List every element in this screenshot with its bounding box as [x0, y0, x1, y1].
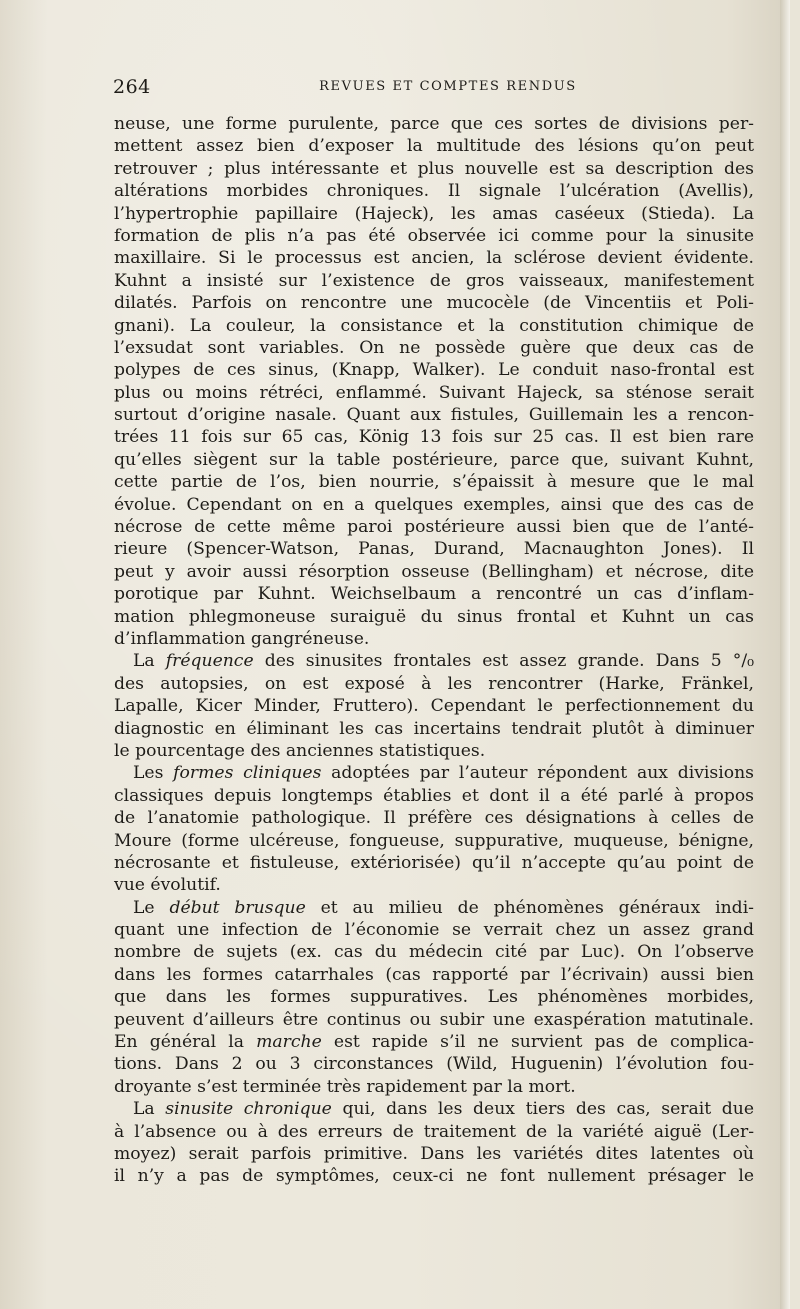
text-line: l’exsudat sont variables. On ne possède guère que deux cas de [114, 337, 754, 358]
italic-term: début brusque [169, 897, 306, 918]
text-run: et au milieu de phénomènes généraux indi- [305, 897, 754, 918]
text-run: des sinusites frontales est assez grande. Dans 5 °/₀ [253, 651, 754, 672]
text-line: peut y avoir aussi résorption osseuse (Bellingham) et nécrose, dite [114, 561, 754, 582]
text-line: cette partie de l’os, bien nourrie, s’épaissit à mesure que le mal [114, 472, 754, 493]
text-run: Les [133, 763, 174, 784]
text-line: des autopsies, on est exposé à les rencontrer (Harke, Fränkel, [114, 673, 754, 694]
text-line: rieure (Spencer-Watson, Panas, Durand, Macnaughton Jones). Il [114, 539, 754, 560]
text-line: porotique par Kuhnt. Weichselbaum a rencontré un cas d’inflam- [114, 584, 754, 605]
text-line: peuvent d’ailleurs être continus ou subir une exaspération matutinale. [114, 1009, 754, 1030]
paragraph-formes-first-line [114, 762, 754, 784]
text-line: d’inflammation gangréneuse. [114, 628, 370, 649]
italic-term: sinusite chronique [165, 1099, 332, 1120]
text-line: trées 11 fois sur 65 cas, König 13 fois sur 25 cas. Il est bien rare [114, 427, 754, 448]
text-line: dilatés. Parfois on rencontre une mucocèle (de Vincentiis et Poli- [114, 293, 754, 314]
text-line: l’hypertrophie papillaire (Hajeck), les amas caséeux (Stieda). La [114, 203, 754, 224]
text-line: à l’absence ou à des erreurs de traitement de la variété aiguë (Ler- [114, 1121, 754, 1142]
text-line: vue évolutif. [114, 875, 221, 896]
page-edge [780, 0, 790, 1309]
text-line: surtout d’origine nasale. Quant aux fistules, Guillemain les a rencon- [114, 405, 754, 426]
text-line: le pourcentage des anciennes statistiques. [114, 740, 486, 761]
text-line: il n’y a pas de symptômes, ceux-ci ne font nullement présager le [114, 1166, 754, 1187]
text-line: retrouver ; plus intéressante et plus nouvelle est sa description des [114, 158, 754, 179]
text-line: Moure (forme ulcéreuse, fongueuse, suppurative, muqueuse, bénigne, [114, 830, 754, 851]
text-line: diagnostic en éliminant les cas incertains tendrait plutôt à diminuer [114, 718, 754, 739]
text-line: Kuhnt a insisté sur l’existence de gros vaisseaux, manifestement [114, 270, 754, 291]
paragraph-sinusite-first-line [114, 1098, 754, 1120]
text-line: quant une infection de l’économie se verrait chez un assez grand [114, 920, 754, 941]
text-line: moyez) serait parfois primitive. Dans les variétés dites latentes où [114, 1143, 754, 1164]
text-run: est rapide s’il ne survient pas de complica- [321, 1032, 754, 1053]
text-line: mettent assez bien d’exposer la multitude des lésions qu’on peut [114, 136, 754, 157]
text-line: polypes de ces sinus, (Knapp, Walker). Le conduit naso-frontal est [114, 360, 754, 381]
text-run: qui, dans les deux tiers des cas, serait due [331, 1099, 755, 1120]
text-run: En général la [114, 1032, 257, 1053]
text-run: adoptées par l’auteur répondent aux divisions [321, 763, 754, 784]
paragraph-debut-first-line [114, 897, 754, 919]
paragraph-frequence-first-line [114, 650, 754, 672]
text-line: classiques depuis longtemps établies et dont il a été parlé à propos [114, 785, 754, 806]
body-text [114, 113, 754, 1188]
text-line: plus ou moins rétréci, enflammé. Suivant Hajeck, sa sténose serait [114, 382, 754, 403]
italic-term: formes cliniques [173, 763, 322, 784]
text-run: La [133, 651, 166, 672]
italic-term: marche [256, 1032, 322, 1053]
text-line: altérations morbides chroniques. Il signale l’ulcération (Avellis), [114, 181, 754, 202]
text-line: Lapalle, Kicer Minder, Fruttero). Cependant le perfectionnement du [114, 696, 754, 717]
text-line: maxillaire. Si le processus est ancien, la sclérose devient évidente. [114, 248, 754, 269]
marche-line [114, 1031, 754, 1053]
italic-term: fréquence [165, 651, 254, 672]
text-line: dans les formes catarrhales (cas rapporté par l’écrivain) aussi bien [114, 964, 754, 985]
text-run: La [133, 1099, 166, 1120]
running-head: REVUES ET COMPTES RENDUS [319, 79, 577, 94]
text-line: formation de plis n’a pas été observée ici comme pour la sinusite [114, 225, 754, 246]
text-line: nombre de sujets (ex. cas du médecin cité par Luc). On l’observe [114, 942, 754, 963]
text-run: Le [133, 897, 170, 918]
text-line: mation phlegmoneuse suraiguë du sinus frontal et Kuhnt un cas [114, 606, 754, 627]
text-line: évolue. Cependant on en a quelques exemples, ainsi que des cas de [114, 494, 754, 515]
text-line: nécrose de cette même paroi postérieure aussi bien que de l’anté- [114, 517, 754, 538]
text-line: de l’anatomie pathologique. Il préfère ces désignations à celles de [114, 808, 754, 829]
text-line: qu’elles siègent sur la table postérieure, parce que, suivant Kuhnt, [114, 449, 754, 470]
text-line: neuse, une forme purulente, parce que ces sortes de divisions per- [114, 114, 754, 134]
text-line: tions. Dans 2 ou 3 circonstances (Wild, Huguenin) l’évolution fou- [114, 1054, 754, 1075]
page-header [113, 76, 753, 98]
text-line: gnani). La couleur, la consistance et la constitution chimique de [114, 315, 754, 336]
text-line: que dans les formes suppuratives. Les phénomènes morbides, [114, 987, 754, 1008]
text-line: nécrosante et fistuleuse, extériorisée) qu’il n’accepte qu’au point de [114, 852, 754, 873]
text-line: droyante s’est terminée très rapidement par la mort. [114, 1076, 576, 1097]
page-number: 264 [113, 76, 151, 98]
